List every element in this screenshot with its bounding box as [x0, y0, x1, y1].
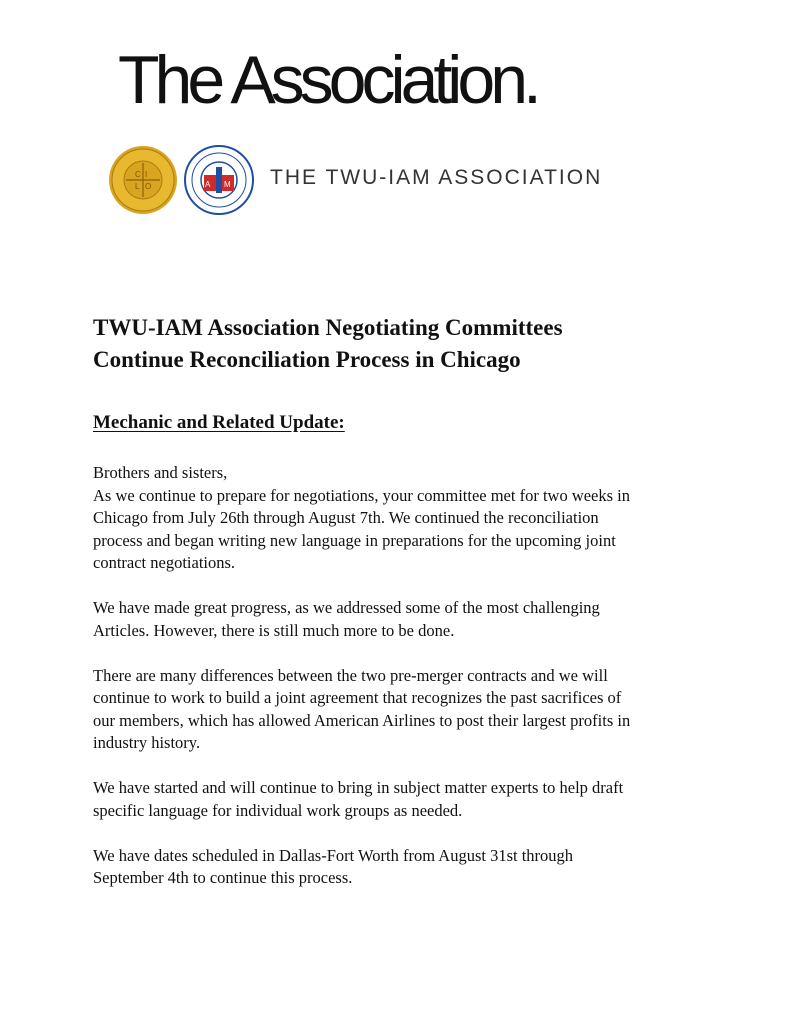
svg-text:A: A — [205, 180, 211, 189]
twu-seal-icon — [108, 145, 178, 215]
section-heading: Mechanic and Related Update: — [93, 412, 345, 433]
svg-text:I: I — [145, 170, 148, 179]
text-line: We have started and will continue to bring in subject matter experts to help draft — [93, 778, 624, 797]
text-line: contract negotiations. — [93, 553, 236, 572]
iam-seal-icon — [184, 145, 254, 215]
paragraph — [93, 597, 713, 642]
association-name: THE TWU-IAM ASSOCIATION — [270, 166, 603, 189]
text-line: Chicago from July 26th through August 7th. We continued the reconciliation — [93, 508, 599, 527]
paragraph — [93, 462, 713, 575]
svg-text:M: M — [224, 180, 231, 189]
masthead-logo: The Association. — [118, 42, 537, 118]
paragraph — [93, 845, 713, 890]
document-title — [93, 312, 713, 376]
text-line: continue to work to build a joint agreement that recognizes the past sacrifices of — [93, 688, 622, 707]
paragraph — [93, 665, 713, 755]
text-line: We have made great progress, as we addressed some of the most challenging — [93, 598, 600, 617]
text-line: specific language for individual work groups as needed. — [93, 800, 463, 820]
svg-text:O: O — [145, 182, 152, 191]
text-line: process and began writing new language in preparations for the upcoming joint — [93, 530, 616, 550]
letter-body — [93, 462, 713, 912]
text-line: There are many differences between the two pre-merger contracts and we will — [93, 665, 608, 685]
title-line: TWU-IAM Association Negotiating Committees — [93, 315, 563, 340]
text-line: industry history. — [93, 733, 201, 752]
text-line: As we continue to prepare for negotiations, your committee met for two weeks in — [93, 485, 631, 505]
text-line: Articles. However, there is still much more to be done. — [93, 620, 455, 640]
title-line: Continue Reconciliation Process in Chicago — [93, 347, 521, 372]
text-line: We have dates scheduled in Dallas-Fort Worth from August 31st through — [93, 845, 574, 865]
text-line: Brothers and sisters, — [93, 463, 228, 482]
svg-text:C: C — [135, 170, 141, 179]
text-line: our members, which has allowed American Airlines to post their largest profits in — [93, 710, 631, 730]
paragraph — [93, 777, 713, 822]
text-line: September 4th to continue this process. — [93, 868, 353, 887]
svg-text:L: L — [135, 182, 140, 191]
